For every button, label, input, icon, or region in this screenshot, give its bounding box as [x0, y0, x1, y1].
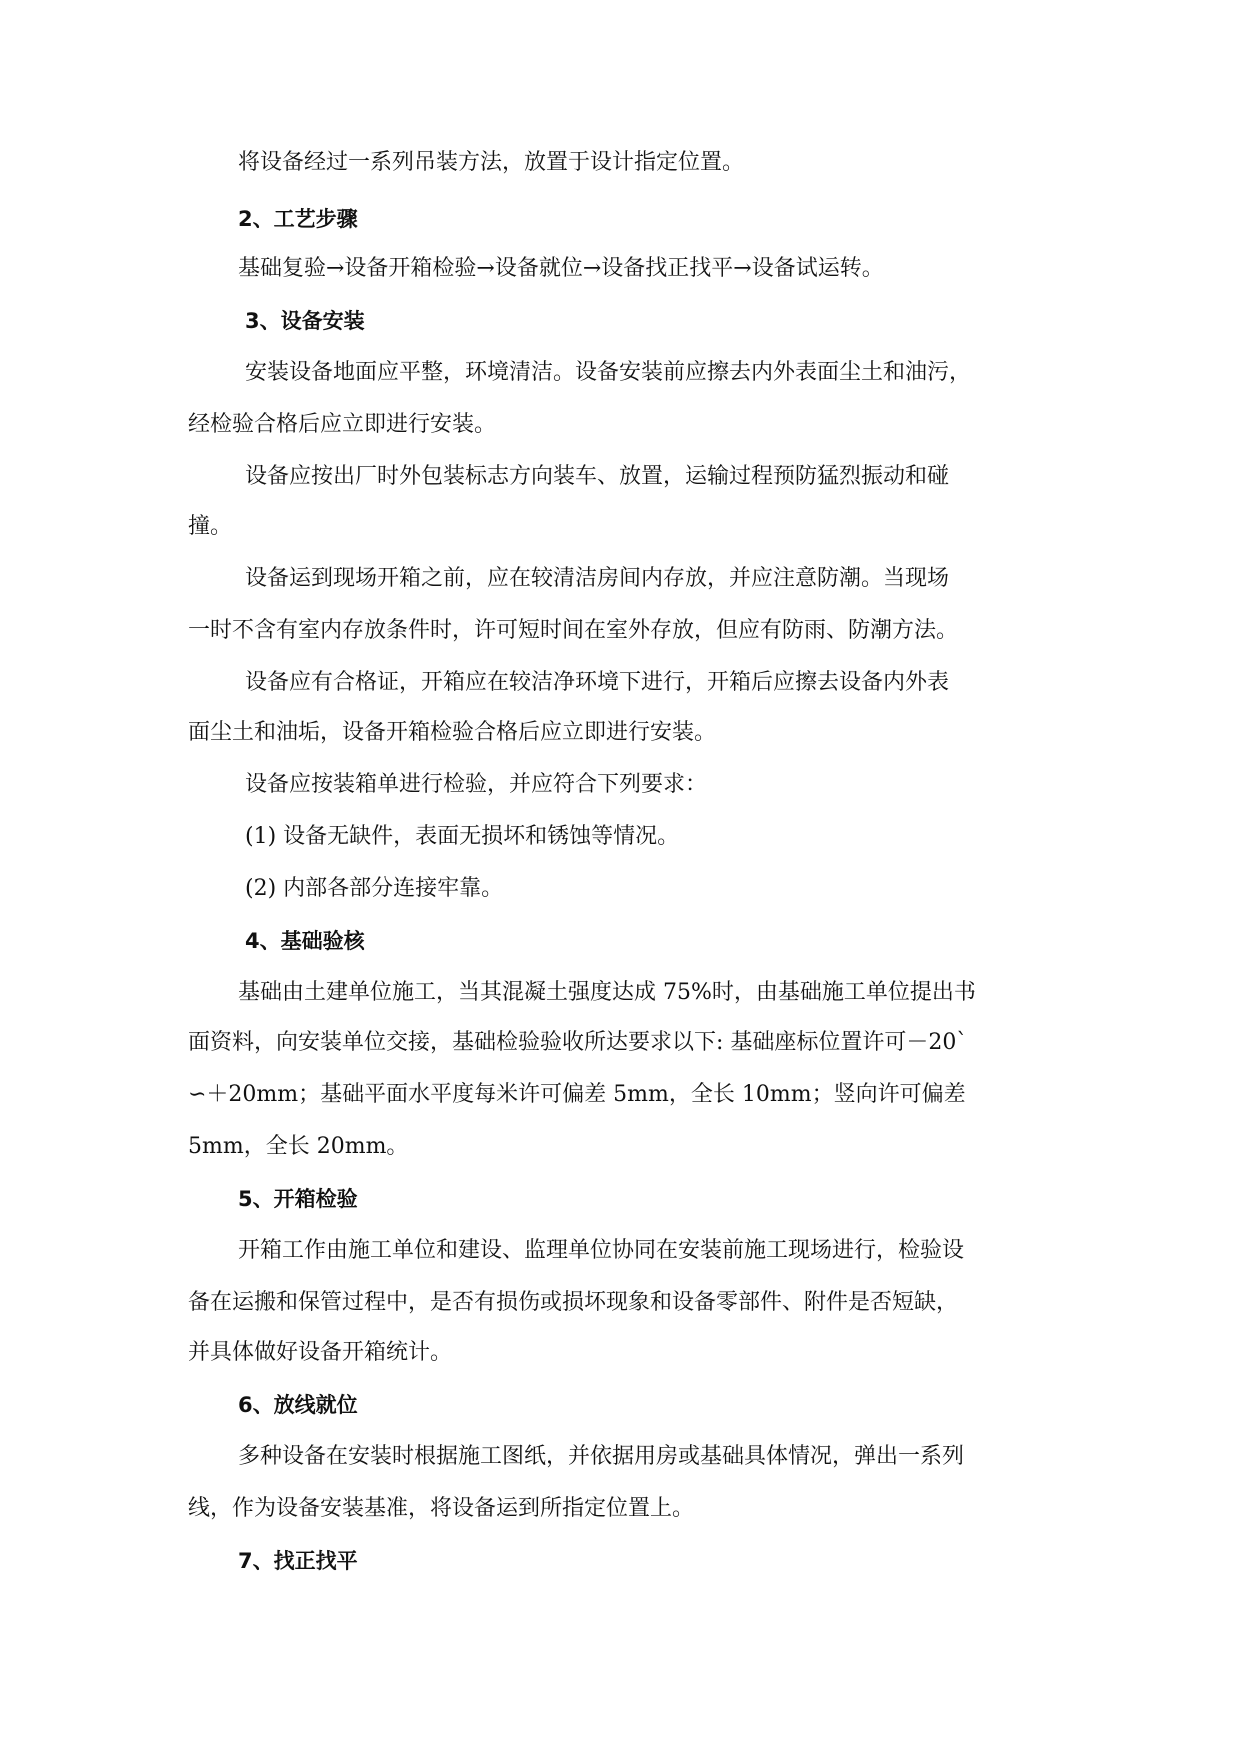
section-heading-4: 4、基础验核 [245, 929, 365, 953]
section-heading-7: 7、找正找平 [238, 1549, 358, 1573]
paragraph-line: 面资料，向安装单位交接，基础检验验收所达要求以下: 基础座标位置许可－20` [188, 1030, 968, 1055]
paragraph-line: 面尘土和油垢，设备开箱检验合格后应立即进行安装。 [188, 720, 717, 745]
section-heading-6: 6、放线就位 [238, 1393, 358, 1417]
paragraph-line: 设备应按装箱单进行检验，并应符合下列要求： [245, 772, 708, 797]
paragraph-line: 并具体做好设备开箱统计。 [188, 1340, 453, 1365]
paragraph-line: 设备运到现场开箱之前，应在较清洁房间内存放，并应注意防潮。当现场 [245, 566, 950, 591]
paragraph-line: 备在运搬和保管过程中，是否有损伤或损坏现象和设备零部件、附件是否短缺， [188, 1290, 959, 1315]
paragraph-line: 安装设备地面应平整，环境清洁。设备安装前应擦去内外表面尘土和油污， [245, 360, 972, 385]
paragraph-line: ∽＋20mm；基础平面水平度每米许可偏差 5mm，全长 10mm；竖向许可偏差 [188, 1082, 966, 1107]
section-heading-5: 5、开箱检验 [238, 1187, 358, 1211]
paragraph-line: 一时不含有室内存放条件时，许可短时间在室外存放，但应有防雨、防潮方法。 [188, 618, 959, 643]
list-item: (1) 设备无缺件，表面无损坏和锈蚀等情况。 [245, 824, 680, 849]
section-heading-2: 2、工艺步骤 [238, 207, 358, 231]
paragraph-line: 设备应有合格证，开箱应在较洁净环境下进行，开箱后应擦去设备内外表 [245, 670, 950, 695]
paragraph-line: 多种设备在安装时根据施工图纸，并依据用房或基础具体情况，弹出一系列 [238, 1444, 965, 1469]
paragraph-line: 设备应按出厂时外包装标志方向装车、放置，运输过程预防猛烈振动和碰 [245, 464, 950, 489]
paragraph-line: 开箱工作由施工单位和建设、监理单位协同在安装前施工现场进行，检验设 [238, 1238, 965, 1263]
paragraph-line: 线，作为设备安装基准，将设备运到所指定位置上。 [188, 1496, 695, 1521]
paragraph-line: 撞。 [188, 514, 233, 539]
paragraph-line: 5mm，全长 20mm。 [188, 1134, 409, 1159]
paragraph-line: 基础由土建单位施工，当其混凝土强度达成 75%时，由基础施工单位提出书 [238, 980, 976, 1005]
paragraph-line: 基础复验→设备开箱检验→设备就位→设备找正找平→设备试运转。 [238, 256, 884, 281]
section-heading-3: 3、设备安装 [245, 309, 365, 333]
list-item: (2) 内部各部分连接牢靠。 [245, 876, 504, 901]
paragraph-line: 经检验合格后应立即进行安装。 [188, 412, 497, 437]
paragraph-line: 将设备经过一系列吊装方法，放置于设计指定位置。 [238, 150, 745, 175]
